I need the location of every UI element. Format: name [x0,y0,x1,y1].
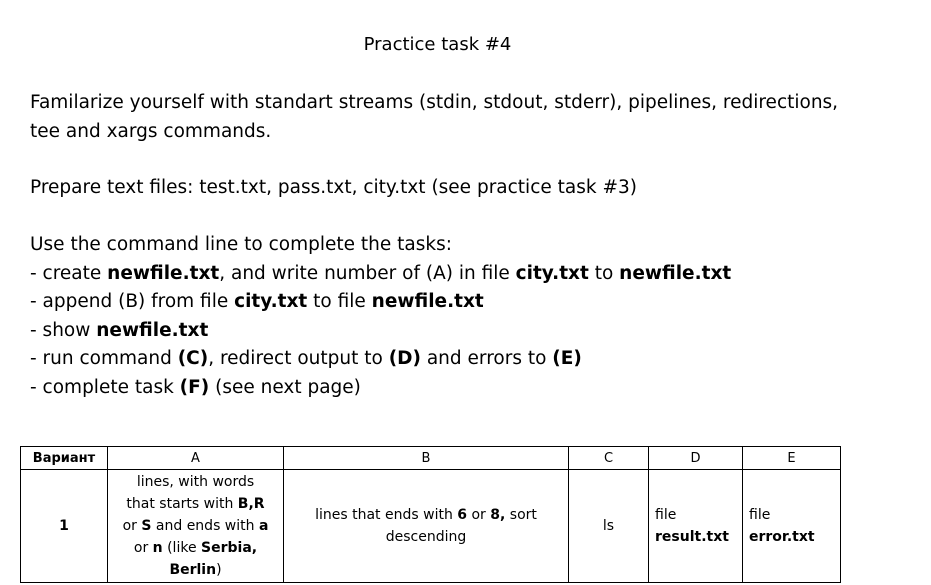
cell-c: ls [569,470,649,583]
task-item-5: - complete task (F) (see next page) [30,376,361,398]
cell-a: lines, with words that starts with B,R or S and ends with a or n (like Serbia, Berlin) [108,470,284,583]
intro-paragraph [30,89,838,146]
task-item-1: - create newfile.txt, and write number of (A) in file city.txt to newfile.txt [30,262,732,284]
cell-e: file error.txt [743,470,841,583]
header-e: E [743,447,841,470]
intro-line-2: tee and xargs commands. [30,120,272,142]
header-b: B [284,447,569,470]
header-a: A [108,447,284,470]
task-item-2: - append (B) from file city.txt to file newfile.txt [30,291,484,312]
cell-d: file result.txt [649,470,743,583]
intro-line-1: Familarize yourself with standart streams (stdin, stdout, stderr), pipelines, redirections, [30,92,839,113]
header-d: D [649,447,743,470]
cell-b: lines that ends with 6 or 8, sort descending [284,470,569,583]
task-item-4: - run command (C), redirect output to (D) and errors to (E) [30,348,582,369]
page-title: Practice task #4 [363,34,512,55]
variants-table [20,446,841,583]
header-c: C [569,447,649,470]
cell-variant: 1 [21,470,108,583]
task-item-3: - show newfile.txt [30,319,209,341]
prepare-paragraph: Prepare text files: test.txt, pass.txt, city.txt (see practice task #3) [30,177,637,198]
tasks-heading: Use the command line to complete the tasks: [30,234,452,255]
table-header-row [21,447,841,470]
table-row [21,470,841,583]
header-variant: Вариант [21,447,108,470]
tasks-list [30,231,731,402]
